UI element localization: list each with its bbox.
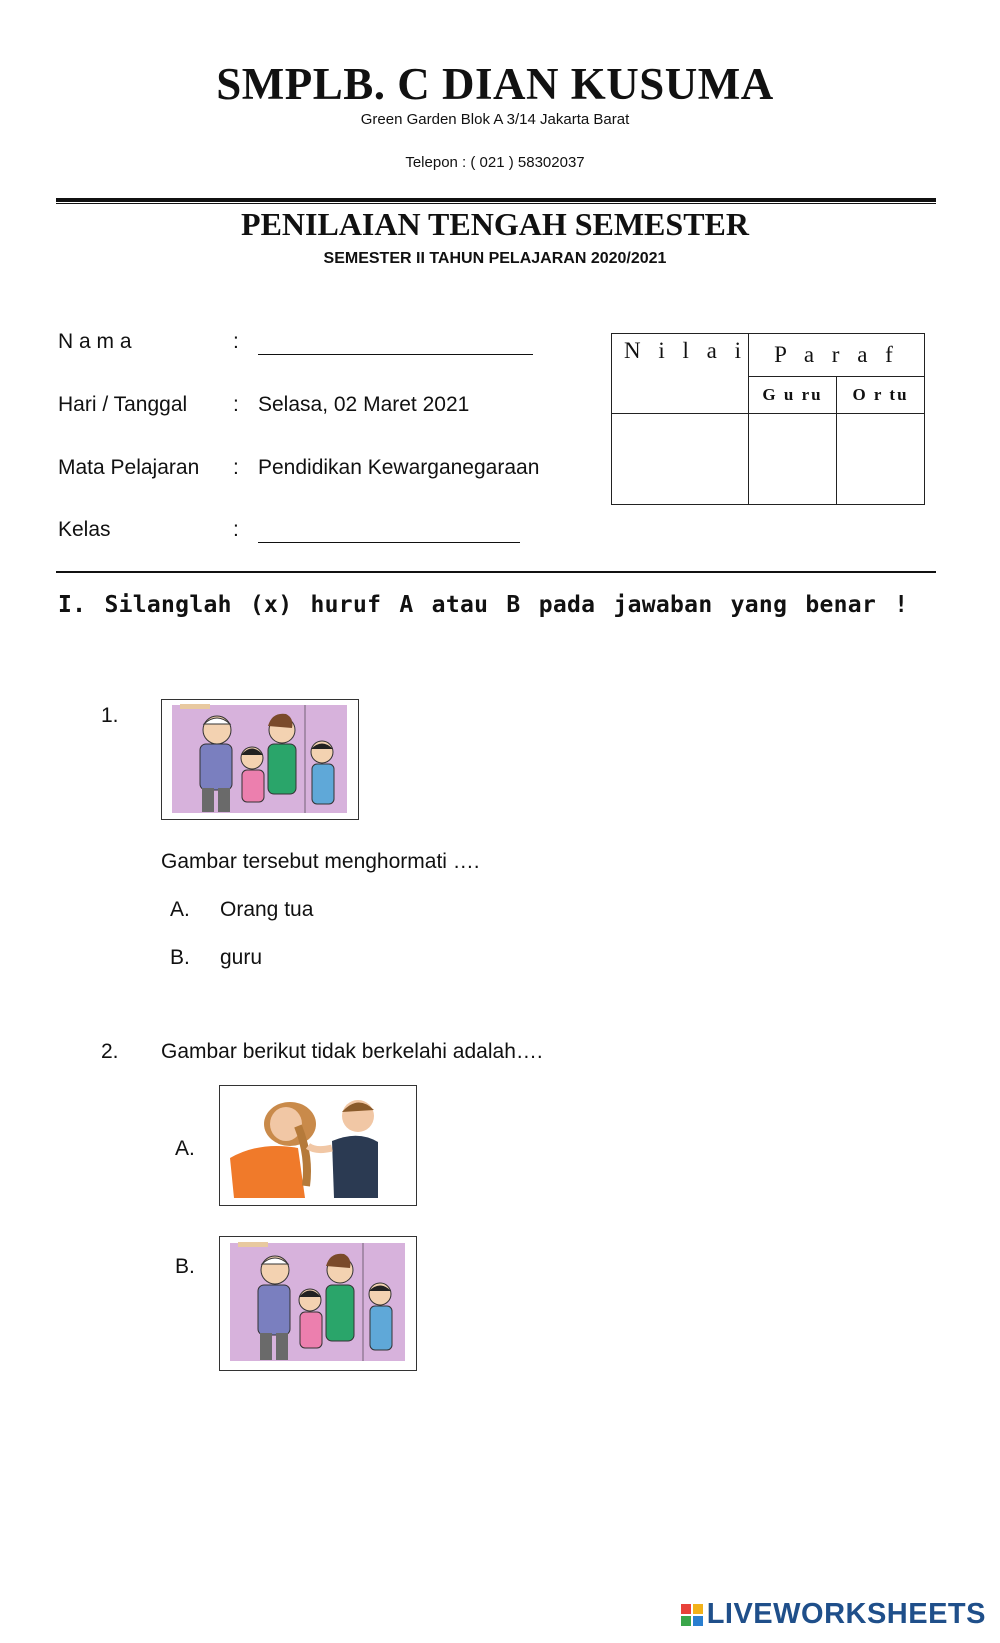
question-1-option-a-letter[interactable]: A. bbox=[170, 898, 190, 921]
fighting-children-photo bbox=[220, 1086, 415, 1204]
school-phone: Telepon : ( 021 ) 58302037 bbox=[405, 154, 585, 171]
question-1-option-b-letter[interactable]: B. bbox=[170, 946, 190, 969]
ortu-signature-cell[interactable] bbox=[837, 414, 925, 505]
question-1-text: Gambar tersebut menghormati …. bbox=[161, 850, 480, 873]
header-divider bbox=[56, 198, 936, 202]
section-instruction: I. Silanglah (x) huruf A atau B pada jawaban yang benar ! bbox=[58, 592, 909, 618]
kelas-blank-field[interactable] bbox=[258, 542, 520, 543]
exam-title: PENILAIAN TENGAH SEMESTER bbox=[241, 206, 749, 242]
nama-label: N a m a bbox=[58, 330, 132, 353]
mata-pelajaran-value: Pendidikan Kewarganegaraan bbox=[258, 456, 540, 479]
mata-pelajaran-label: Mata Pelajaran bbox=[58, 456, 200, 479]
greeting-elders-illustration bbox=[162, 700, 357, 818]
header-divider-thin bbox=[56, 203, 936, 204]
ortu-header: O r tu bbox=[837, 377, 925, 414]
school-address: Green Garden Blok A 3/14 Jakarta Barat bbox=[360, 111, 630, 128]
exam-subtitle: SEMESTER II TAHUN PELAJARAN 2020/2021 bbox=[323, 250, 667, 267]
guru-signature-cell[interactable] bbox=[749, 414, 837, 505]
kelas-colon: : bbox=[233, 518, 239, 541]
question-1-picture bbox=[161, 699, 359, 820]
hari-tanggal-value: Selasa, 02 Maret 2021 bbox=[258, 393, 470, 416]
liveworksheets-logo-text: LIVEWORKSHEETS bbox=[706, 1598, 986, 1630]
hari-tanggal-label: Hari / Tanggal bbox=[58, 393, 188, 416]
question-2-text: Gambar berikut tidak berkelahi adalah…. bbox=[161, 1040, 543, 1063]
question-2-option-b-picture bbox=[219, 1236, 417, 1371]
question-1-option-b-text: guru bbox=[220, 946, 263, 969]
nama-blank-field[interactable] bbox=[258, 354, 533, 355]
kelas-label: Kelas bbox=[58, 518, 111, 541]
question-2-option-b-letter[interactable]: B. bbox=[175, 1255, 195, 1278]
greeting-elders-illustration bbox=[220, 1237, 415, 1369]
school-name: SMPLB. C DIAN KUSUMA bbox=[216, 59, 774, 109]
question-2-option-a-picture bbox=[219, 1085, 417, 1206]
nilai-header: N i l a i bbox=[612, 334, 749, 414]
question-2-option-a-letter[interactable]: A. bbox=[175, 1137, 195, 1160]
nama-colon: : bbox=[233, 330, 239, 353]
paraf-header: P a r a f bbox=[749, 334, 925, 377]
question-1-option-a-text: Orang tua bbox=[220, 898, 314, 921]
liveworksheets-logo bbox=[681, 1598, 986, 1631]
liveworksheets-logo-icon bbox=[681, 1604, 703, 1626]
hari-tanggal-colon: : bbox=[233, 393, 239, 416]
question-1-number: 1. bbox=[101, 704, 119, 727]
section-divider bbox=[56, 571, 936, 573]
guru-header: G u ru bbox=[749, 377, 837, 414]
nilai-cell[interactable] bbox=[612, 414, 749, 505]
score-table bbox=[611, 333, 925, 505]
question-2-number: 2. bbox=[101, 1040, 119, 1063]
mata-pelajaran-colon: : bbox=[233, 456, 239, 479]
